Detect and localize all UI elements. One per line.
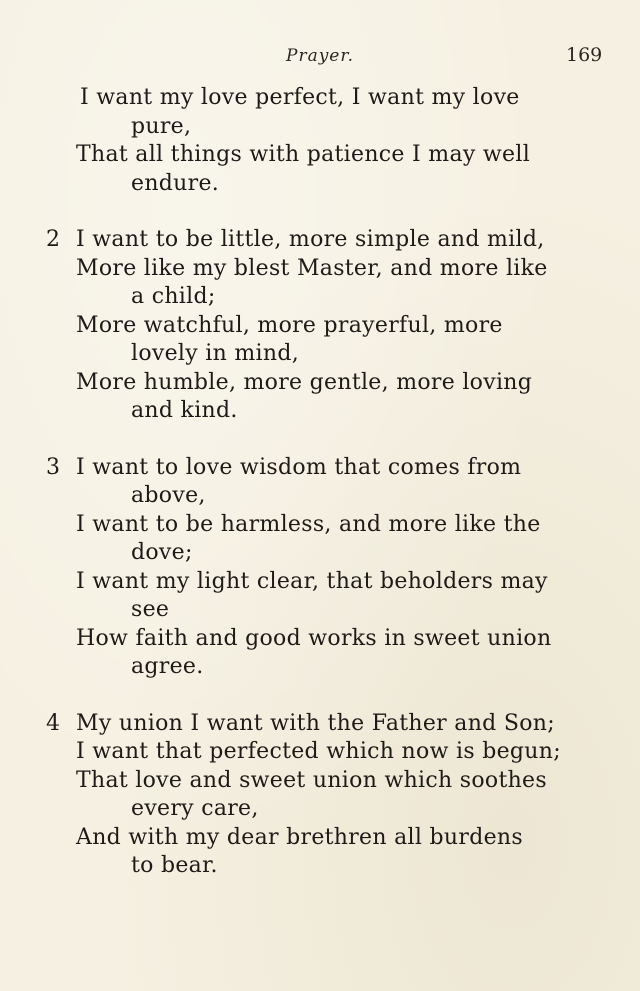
verse-line: More humble, more gentle, more loving bbox=[76, 369, 533, 395]
verse-line: That love and sweet union which soothes bbox=[76, 767, 547, 793]
verse-line: I want my light clear, that beholders may bbox=[76, 568, 548, 594]
stanza-number: 4 bbox=[46, 710, 60, 736]
verse-line: How faith and good works in sweet union bbox=[76, 625, 552, 651]
verse-line: I want that perfected which now is begun; bbox=[76, 739, 561, 764]
verse-line: More like my blest Master, and more like bbox=[76, 255, 548, 281]
stanza bbox=[0, 454, 640, 682]
hymn-text bbox=[0, 84, 640, 909]
verse-line-continuation: a child; bbox=[131, 284, 216, 309]
stanza bbox=[0, 226, 640, 426]
verse-line-continuation: above, bbox=[131, 483, 206, 508]
verse-line-continuation: to bear. bbox=[131, 853, 218, 878]
verse-line-continuation: pure, bbox=[131, 113, 192, 139]
verse-line-continuation: see bbox=[131, 597, 170, 622]
stanza-number: 3 bbox=[46, 454, 60, 480]
verse-line-continuation: endure. bbox=[131, 170, 220, 196]
verse-line: I want my love perfect, I want my love bbox=[80, 85, 520, 110]
verse-line-continuation: and kind. bbox=[131, 398, 238, 423]
verse-line: I want to be little, more simple and mild, bbox=[76, 227, 545, 252]
stanza-number: 2 bbox=[46, 227, 60, 252]
verse-line-continuation: every care, bbox=[131, 796, 259, 821]
verse-line-continuation: agree. bbox=[131, 654, 204, 679]
verse-line: I want to be harmless, and more like the bbox=[76, 511, 541, 537]
verse-line: That all things with patience I may well bbox=[76, 142, 531, 167]
stanza bbox=[0, 84, 640, 198]
verse-line: More watchful, more prayerful, more bbox=[76, 312, 503, 338]
running-title: Prayer. bbox=[286, 46, 355, 66]
verse-line: And with my dear brethren all burdens bbox=[76, 824, 523, 850]
page-number: 169 bbox=[566, 44, 603, 66]
stanza bbox=[0, 710, 640, 881]
verse-line: I want to love wisdom that comes from bbox=[76, 454, 522, 480]
page-header bbox=[0, 46, 640, 70]
verse-line: My union I want with the Father and Son; bbox=[76, 710, 555, 736]
verse-line-continuation: lovely in mind, bbox=[131, 341, 300, 366]
verse-line-continuation: dove; bbox=[131, 540, 193, 565]
